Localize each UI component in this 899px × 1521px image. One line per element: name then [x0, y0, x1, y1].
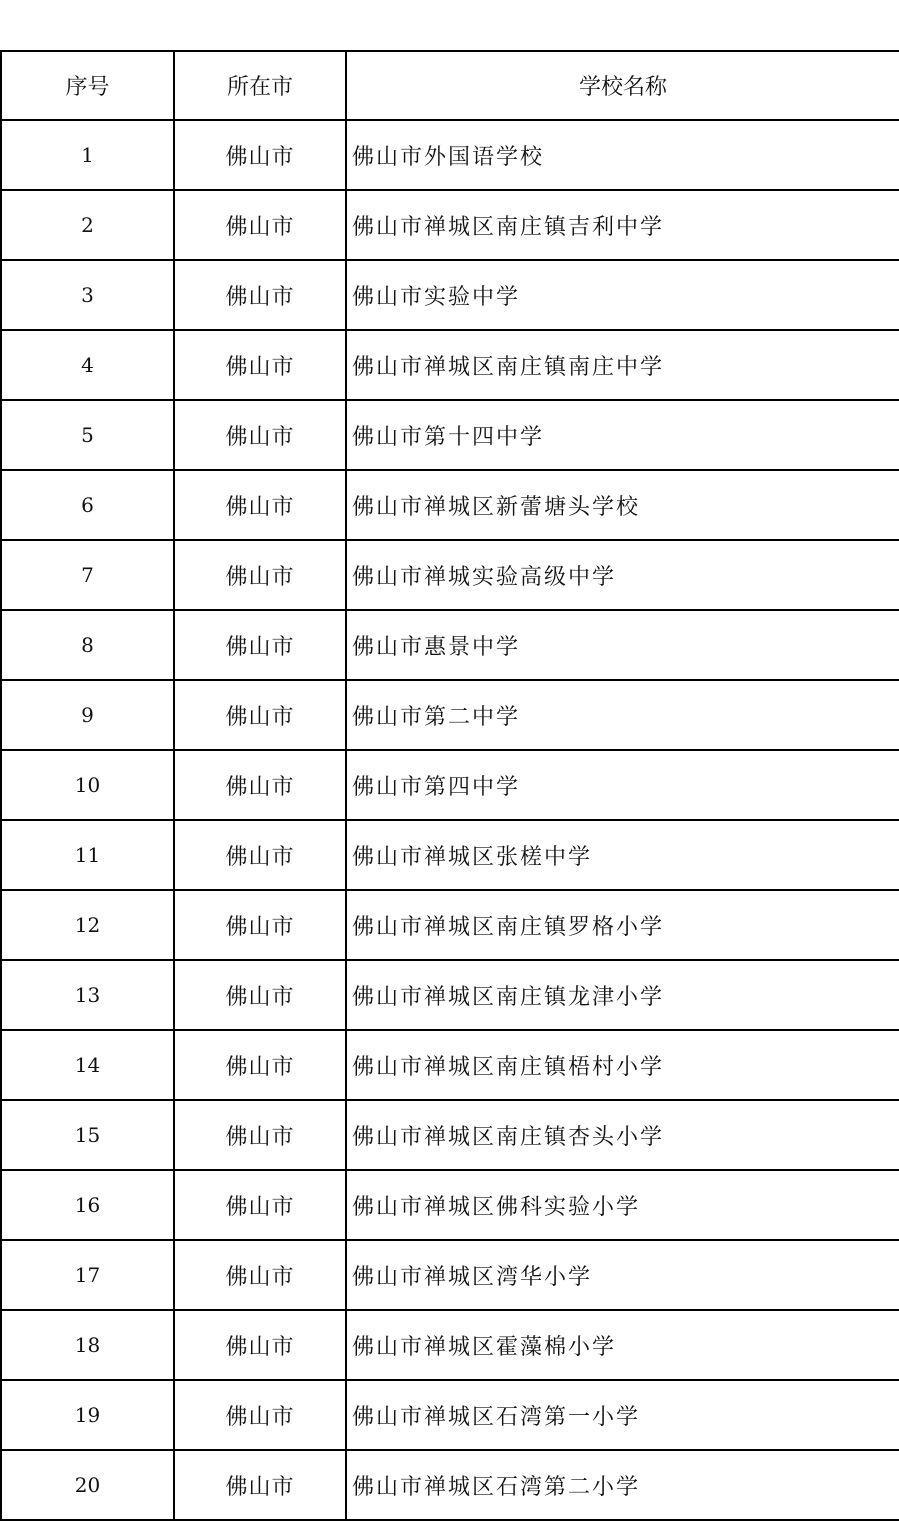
cell-city: 佛山市 — [174, 680, 346, 750]
cell-school-name: 佛山市禅城实验高级中学 — [346, 540, 899, 610]
table-row — [1, 1450, 899, 1520]
cell-city: 佛山市 — [174, 820, 346, 890]
table-row — [1, 1240, 899, 1310]
cell-city: 佛山市 — [174, 260, 346, 330]
cell-school-name: 佛山市惠景中学 — [346, 610, 899, 680]
cell-city: 佛山市 — [174, 750, 346, 820]
cell-school-name: 佛山市禅城区佛科实验小学 — [346, 1170, 899, 1240]
cell-serial-number: 15 — [1, 1100, 174, 1170]
cell-city: 佛山市 — [174, 190, 346, 260]
table-body — [1, 120, 899, 1520]
cell-school-name: 佛山市禅城区南庄镇龙津小学 — [346, 960, 899, 1030]
table-row — [1, 120, 899, 190]
table-row — [1, 960, 899, 1030]
cell-school-name: 佛山市禅城区新蕾塘头学校 — [346, 470, 899, 540]
cell-school-name: 佛山市禅城区石湾第二小学 — [346, 1450, 899, 1520]
cell-school-name: 佛山市禅城区南庄镇梧村小学 — [346, 1030, 899, 1100]
cell-school-name: 佛山市禅城区湾华小学 — [346, 1240, 899, 1310]
cell-city: 佛山市 — [174, 330, 346, 400]
cell-serial-number: 2 — [1, 190, 174, 260]
school-list-table-container — [0, 50, 899, 1521]
table-header-row — [1, 51, 899, 120]
cell-serial-number: 17 — [1, 1240, 174, 1310]
cell-school-name: 佛山市禅城区张槎中学 — [346, 820, 899, 890]
cell-school-name: 佛山市禅城区南庄镇罗格小学 — [346, 890, 899, 960]
table-row — [1, 470, 899, 540]
cell-serial-number: 18 — [1, 1310, 174, 1380]
cell-city: 佛山市 — [174, 1030, 346, 1100]
cell-city: 佛山市 — [174, 540, 346, 610]
cell-serial-number: 1 — [1, 120, 174, 190]
table-row — [1, 610, 899, 680]
cell-serial-number: 6 — [1, 470, 174, 540]
table-row — [1, 820, 899, 890]
table-row — [1, 330, 899, 400]
cell-serial-number: 14 — [1, 1030, 174, 1100]
cell-city: 佛山市 — [174, 1100, 346, 1170]
cell-serial-number: 9 — [1, 680, 174, 750]
header-serial-number: 序号 — [1, 51, 174, 120]
header-school-name: 学校名称 — [346, 51, 899, 120]
cell-school-name: 佛山市实验中学 — [346, 260, 899, 330]
cell-city: 佛山市 — [174, 1380, 346, 1450]
cell-city: 佛山市 — [174, 890, 346, 960]
table-row — [1, 1100, 899, 1170]
cell-serial-number: 16 — [1, 1170, 174, 1240]
table-row — [1, 260, 899, 330]
cell-city: 佛山市 — [174, 400, 346, 470]
cell-serial-number: 8 — [1, 610, 174, 680]
table-row — [1, 1030, 899, 1100]
school-list-table — [0, 50, 899, 1521]
cell-city: 佛山市 — [174, 1450, 346, 1520]
cell-city: 佛山市 — [174, 120, 346, 190]
cell-serial-number: 19 — [1, 1380, 174, 1450]
cell-school-name: 佛山市禅城区石湾第一小学 — [346, 1380, 899, 1450]
cell-school-name: 佛山市第十四中学 — [346, 400, 899, 470]
cell-serial-number: 11 — [1, 820, 174, 890]
cell-serial-number: 10 — [1, 750, 174, 820]
cell-serial-number: 12 — [1, 890, 174, 960]
table-row — [1, 1170, 899, 1240]
header-city: 所在市 — [174, 51, 346, 120]
cell-city: 佛山市 — [174, 610, 346, 680]
cell-school-name: 佛山市外国语学校 — [346, 120, 899, 190]
cell-city: 佛山市 — [174, 470, 346, 540]
cell-city: 佛山市 — [174, 1170, 346, 1240]
cell-city: 佛山市 — [174, 1240, 346, 1310]
cell-school-name: 佛山市禅城区南庄镇吉利中学 — [346, 190, 899, 260]
table-row — [1, 540, 899, 610]
table-row — [1, 890, 899, 960]
cell-serial-number: 3 — [1, 260, 174, 330]
cell-school-name: 佛山市第二中学 — [346, 680, 899, 750]
table-row — [1, 1380, 899, 1450]
cell-serial-number: 5 — [1, 400, 174, 470]
cell-serial-number: 13 — [1, 960, 174, 1030]
cell-school-name: 佛山市禅城区霍藻棉小学 — [346, 1310, 899, 1380]
table-row — [1, 680, 899, 750]
cell-school-name: 佛山市禅城区南庄镇杏头小学 — [346, 1100, 899, 1170]
cell-school-name: 佛山市第四中学 — [346, 750, 899, 820]
cell-serial-number: 4 — [1, 330, 174, 400]
cell-city: 佛山市 — [174, 960, 346, 1030]
cell-school-name: 佛山市禅城区南庄镇南庄中学 — [346, 330, 899, 400]
cell-serial-number: 7 — [1, 540, 174, 610]
cell-serial-number: 20 — [1, 1450, 174, 1520]
cell-city: 佛山市 — [174, 1310, 346, 1380]
table-row — [1, 750, 899, 820]
table-row — [1, 190, 899, 260]
table-row — [1, 400, 899, 470]
table-row — [1, 1310, 899, 1380]
